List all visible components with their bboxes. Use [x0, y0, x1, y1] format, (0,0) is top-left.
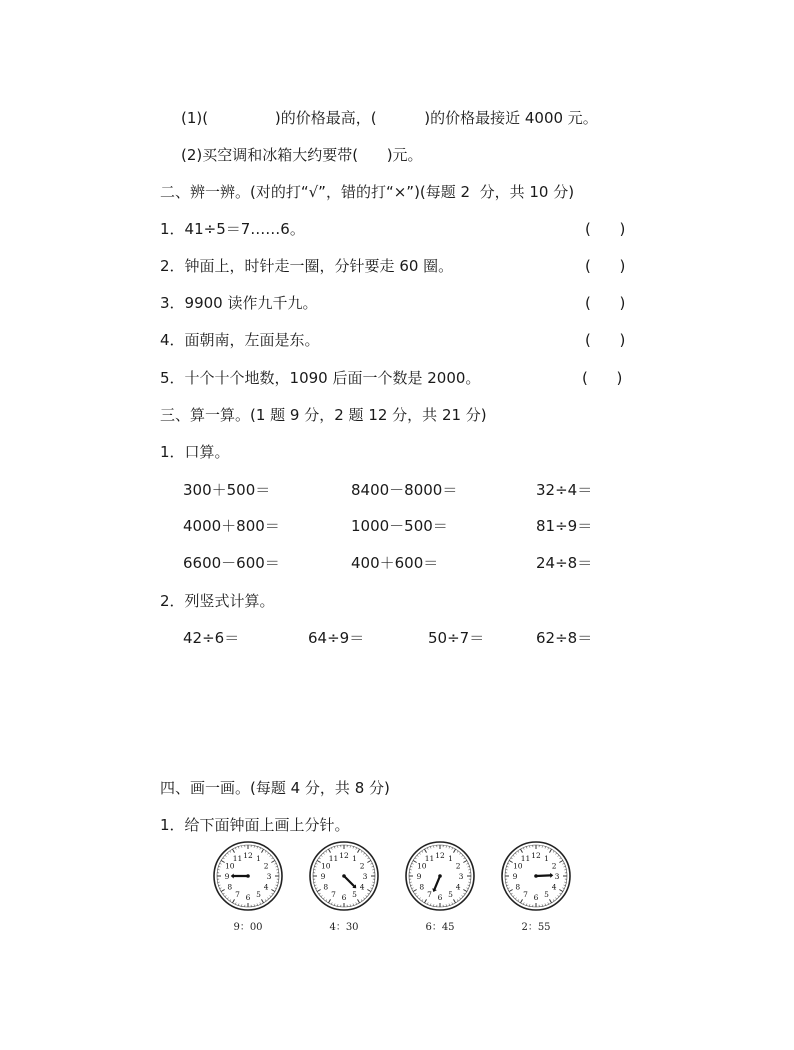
clock-number: 4	[359, 882, 365, 892]
clock-number: 1	[448, 853, 453, 863]
clock-tick	[462, 895, 463, 896]
clock-tick	[430, 904, 431, 906]
clock-tick	[415, 858, 417, 859]
clock-number: 4	[263, 882, 269, 892]
clock-tick	[515, 898, 516, 899]
clock-tick	[523, 902, 524, 904]
clock-number: 9	[416, 872, 422, 881]
clock-number: 5	[448, 890, 453, 900]
clock-tick	[463, 861, 466, 863]
clock-tick	[370, 888, 372, 889]
vertical-calc-title: 2．列竖式计算。	[160, 592, 275, 610]
clock-dial[interactable]	[402, 838, 478, 914]
clock-tick	[452, 848, 453, 850]
clock-dial[interactable]	[306, 838, 382, 914]
clock-face[interactable]	[402, 838, 478, 950]
clock-tick	[548, 902, 549, 904]
clock-tick	[417, 855, 418, 856]
clock-tick	[265, 851, 266, 853]
clock-number: 11	[520, 853, 531, 863]
clock-number: 3	[362, 872, 368, 881]
clock-tick	[334, 847, 335, 849]
vertical-expression: 64÷9＝	[308, 629, 365, 647]
clock-tick	[235, 902, 236, 904]
clock-number: 1	[544, 853, 549, 863]
clock-tick	[526, 904, 527, 906]
clock-tick	[449, 847, 450, 849]
clock-tick	[315, 885, 317, 886]
clock-tick	[518, 899, 519, 901]
clock-tick	[323, 898, 324, 899]
clock-tick	[267, 898, 268, 899]
clock-tick	[422, 899, 423, 901]
clock-tick	[356, 848, 357, 850]
clock-tick	[319, 858, 321, 859]
clock-tick	[316, 888, 318, 889]
clock-tick	[419, 853, 420, 854]
judge-item: 4．面朝南，左面是东。	[160, 331, 320, 349]
clock-number: 10	[417, 861, 427, 871]
hour-hand	[344, 876, 354, 886]
clock-tick	[326, 851, 327, 853]
clock-tick	[321, 855, 322, 856]
question-1-1: (1)( )的价格最高，( )的价格最接近 4000 元。	[181, 109, 598, 127]
clock-tick	[513, 895, 514, 896]
clock-tick	[457, 899, 458, 901]
clock-tick	[358, 899, 360, 902]
clock-tick	[270, 895, 271, 896]
clock-tick	[454, 899, 456, 902]
clock-tick	[518, 851, 519, 853]
clock-number: 9	[224, 872, 230, 881]
clock-tick	[422, 851, 423, 853]
oral-expression: 300＋500＝	[183, 481, 271, 499]
clock-tick	[507, 885, 509, 886]
clock-number: 4	[551, 882, 557, 892]
clock-number: 12	[531, 851, 541, 860]
clock-number: 9	[512, 872, 518, 881]
clock-tick	[274, 888, 276, 889]
clock-tick	[449, 904, 450, 906]
clock-tick	[559, 861, 562, 863]
clock-tick	[361, 851, 362, 853]
clock-number: 8	[227, 882, 233, 892]
clock-tick	[238, 904, 239, 906]
clock-time-label: 9：00	[233, 922, 263, 933]
clock-tick	[370, 863, 372, 864]
clock-tick	[267, 853, 268, 854]
clock-number: 7	[235, 890, 240, 900]
clock-tick	[316, 863, 318, 864]
clock-tick	[334, 904, 335, 906]
clock-tick	[463, 893, 465, 894]
clock-tick	[260, 848, 261, 850]
judge-item: 5．十个十个地数，1090 后面一个数是 2000。	[160, 369, 481, 387]
clock-center	[534, 874, 538, 878]
clock-tick	[417, 895, 418, 896]
clock-tick	[271, 858, 273, 859]
clock-number: 5	[352, 890, 357, 900]
clock-tick	[507, 866, 509, 867]
clock-tick	[323, 853, 324, 854]
clock-tick	[329, 849, 331, 852]
clock-tick	[321, 895, 322, 896]
clock-tick	[262, 849, 264, 852]
clock-tick	[466, 863, 468, 864]
oral-expression: 8400－8000＝	[351, 481, 458, 499]
clock-number: 12	[339, 851, 349, 860]
clock-tick	[367, 890, 370, 892]
clock-number: 3	[266, 872, 272, 881]
oral-expression: 4000＋800＝	[183, 517, 280, 535]
oral-expression: 32÷4＝	[536, 481, 593, 499]
clock-dial[interactable]	[498, 838, 574, 914]
clock-tick	[274, 863, 276, 864]
clock-tick	[221, 890, 224, 892]
clock-number: 9	[320, 872, 326, 881]
clock-number: 8	[419, 882, 425, 892]
clock-time-label: 6：45	[425, 922, 455, 933]
answer-blank[interactable]: ( )	[585, 257, 626, 275]
clock-tick	[559, 893, 561, 894]
oral-expression: 24÷8＝	[536, 554, 593, 572]
clock-tick	[411, 866, 413, 867]
clock-face[interactable]	[306, 838, 382, 950]
clock-tick	[223, 858, 225, 859]
clock-tick	[225, 895, 226, 896]
clock-face[interactable]	[210, 838, 286, 950]
clock-number: 5	[256, 890, 261, 900]
clock-tick	[230, 899, 231, 901]
clock-number: 4	[455, 882, 461, 892]
clock-number: 5	[544, 890, 549, 900]
clock-face[interactable]	[498, 838, 574, 950]
clock-tick	[427, 902, 428, 904]
clock-tick	[363, 853, 364, 854]
clock-tick	[412, 863, 414, 864]
clock-tick	[329, 899, 331, 902]
clock-tick	[521, 899, 523, 902]
clock-tick	[367, 893, 369, 894]
clock-tick	[550, 849, 552, 852]
clock-tick	[411, 885, 413, 886]
clock-tick	[366, 855, 367, 856]
clock-tick	[463, 890, 466, 892]
clock-tick	[523, 848, 524, 850]
clock-number: 10	[321, 861, 331, 871]
clock-number: 6	[245, 893, 251, 902]
clock-tick	[463, 858, 465, 859]
clock-tick	[412, 888, 414, 889]
clock-tick	[459, 898, 460, 899]
clock-tick	[468, 866, 470, 867]
clock-tick	[548, 848, 549, 850]
clock-tick	[367, 858, 369, 859]
answer-blank[interactable]: ( )	[585, 220, 626, 238]
judge-item: 3．9900 读作九千九。	[160, 294, 318, 312]
answer-blank[interactable]: ( )	[582, 369, 623, 387]
clock-tick	[366, 895, 367, 896]
clock-tick	[331, 848, 332, 850]
clock-tick	[219, 866, 221, 867]
clock-number: 7	[523, 890, 528, 900]
hour-hand	[435, 876, 440, 889]
clock-number: 6	[341, 893, 347, 902]
clock-tick	[419, 898, 420, 899]
section-4-heading: 四、画一画。(每题 4 分，共 8 分)	[160, 779, 390, 797]
clock-tick	[257, 904, 258, 906]
oral-expression: 6600－600＝	[183, 554, 280, 572]
clock-number: 7	[427, 890, 432, 900]
clock-tick	[553, 899, 554, 901]
clock-tick	[220, 863, 222, 864]
clock-tick	[545, 904, 546, 906]
clock-number: 11	[328, 853, 339, 863]
clock-center	[438, 874, 442, 878]
clock-tick	[413, 890, 416, 892]
clock-number: 3	[554, 872, 560, 881]
clock-number: 2	[263, 861, 269, 871]
clock-tick	[427, 848, 428, 850]
section-3-heading: 三、算一算。(1 题 9 分，2 题 12 分，共 21 分)	[160, 406, 487, 424]
clock-tick	[513, 855, 514, 856]
clock-tick	[558, 895, 559, 896]
clock-center	[342, 874, 346, 878]
hour-hand	[536, 875, 550, 876]
vertical-expression: 50÷7＝	[428, 629, 485, 647]
clock-tick	[227, 898, 228, 899]
clock-tick	[227, 853, 228, 854]
clock-tick	[553, 851, 554, 853]
clock-tick	[545, 847, 546, 849]
clock-tick	[353, 904, 354, 906]
clock-tick	[559, 890, 562, 892]
clock-tick	[415, 893, 417, 894]
clock-tick	[315, 866, 317, 867]
clock-tick	[509, 890, 512, 892]
clock-tick	[521, 849, 523, 852]
clock-tick	[515, 853, 516, 854]
clock-tick	[459, 853, 460, 854]
clock-tick	[468, 885, 470, 886]
clock-tick	[562, 888, 564, 889]
clock-number: 11	[424, 853, 435, 863]
clock-tick	[276, 866, 278, 867]
oral-expression: 1000－500＝	[351, 517, 448, 535]
clock-number: 12	[243, 851, 253, 860]
question-1-2: (2)买空调和冰箱大约要带( )元。	[181, 146, 423, 164]
clock-tick	[454, 849, 456, 852]
clock-tick	[233, 849, 235, 852]
clock-number: 11	[232, 853, 243, 863]
clock-tick	[276, 885, 278, 886]
clock-tick	[271, 890, 274, 892]
clock-tick	[555, 853, 556, 854]
clock-tick	[555, 898, 556, 899]
clock-tick	[353, 847, 354, 849]
clock-tick	[526, 847, 527, 849]
oral-expression: 81÷9＝	[536, 517, 593, 535]
clock-tick	[271, 861, 274, 863]
clock-tick	[425, 849, 427, 852]
clock-number: 6	[437, 893, 443, 902]
answer-blank[interactable]: ( )	[585, 331, 626, 349]
clock-tick	[235, 848, 236, 850]
clock-number: 10	[513, 861, 523, 871]
clock-tick	[508, 888, 510, 889]
clock-tick	[233, 899, 235, 902]
judge-item: 1．41÷5＝7……6。	[160, 220, 305, 238]
hour-hand-arrow	[231, 874, 234, 879]
clock-number: 10	[225, 861, 235, 871]
clock-number: 2	[455, 861, 461, 871]
clock-tick	[564, 885, 566, 886]
clock-tick	[356, 902, 357, 904]
clock-tick	[564, 866, 566, 867]
clock-tick	[361, 899, 362, 901]
clock-tick	[265, 899, 266, 901]
clock-number: 8	[323, 882, 329, 892]
vertical-expression: 62÷8＝	[536, 629, 593, 647]
clock-tick	[238, 847, 239, 849]
clock-tick	[223, 893, 225, 894]
clock-tick	[430, 847, 431, 849]
clock-number: 6	[533, 893, 539, 902]
clock-tick	[363, 898, 364, 899]
clock-tick	[262, 899, 264, 902]
clock-tick	[452, 902, 453, 904]
clock-number: 1	[256, 853, 261, 863]
clock-tick	[331, 902, 332, 904]
clock-tick	[425, 899, 427, 902]
oral-expression: 400＋600＝	[351, 554, 439, 572]
clock-tick	[367, 861, 370, 863]
answer-blank[interactable]: ( )	[585, 294, 626, 312]
clock-tick	[225, 855, 226, 856]
clock-tick	[508, 863, 510, 864]
clock-tick	[219, 885, 221, 886]
clock-tick	[326, 899, 327, 901]
clock-tick	[230, 851, 231, 853]
clock-number: 7	[331, 890, 336, 900]
clock-tick	[550, 899, 552, 902]
judge-item: 2．钟面上，时针走一圈，分针要走 60 圈。	[160, 257, 454, 275]
hour-hand-arrow	[550, 873, 553, 878]
clock-number: 3	[458, 872, 464, 881]
clock-tick	[558, 855, 559, 856]
clock-tick	[562, 863, 564, 864]
clock-time-label: 4：30	[329, 922, 359, 933]
clock-time-label: 2：55	[521, 922, 551, 933]
clock-tick	[271, 893, 273, 894]
clock-tick	[372, 885, 374, 886]
clock-dial[interactable]	[210, 838, 286, 914]
draw-clock-title: 1．给下面钟面上画上分针。	[160, 816, 350, 834]
clock-number: 2	[359, 861, 365, 871]
clock-number: 8	[515, 882, 521, 892]
clock-tick	[466, 888, 468, 889]
clock-tick	[317, 890, 320, 892]
clock-tick	[511, 858, 513, 859]
clock-number: 12	[435, 851, 445, 860]
clock-tick	[220, 888, 222, 889]
vertical-expression: 42÷6＝	[183, 629, 240, 647]
clock-tick	[270, 855, 271, 856]
clock-tick	[372, 866, 374, 867]
clock-tick	[358, 849, 360, 852]
clock-center	[246, 874, 250, 878]
clock-number: 1	[352, 853, 357, 863]
clock-tick	[559, 858, 561, 859]
clock-number: 2	[551, 861, 557, 871]
clock-tick	[257, 847, 258, 849]
clock-tick	[260, 902, 261, 904]
clock-tick	[457, 851, 458, 853]
oral-calc-title: 1．口算。	[160, 443, 230, 461]
section-2-heading: 二、辨一辨。(对的打“√”，错的打“×”)(每题 2 分，共 10 分)	[160, 183, 575, 201]
clock-tick	[511, 893, 513, 894]
clock-tick	[462, 855, 463, 856]
clock-tick	[319, 893, 321, 894]
